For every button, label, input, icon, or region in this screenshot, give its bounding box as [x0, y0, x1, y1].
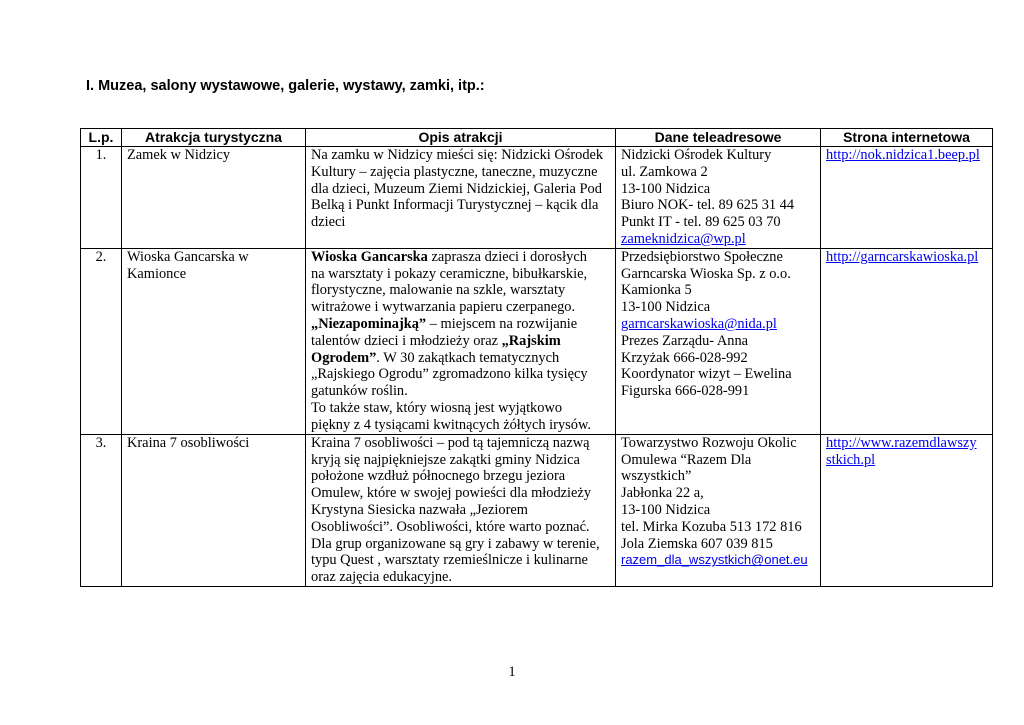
description-line [311, 333, 610, 350]
description-line: Dla grup organizowane są gry i zabawy w terenie, [311, 535, 600, 552]
contact-line: Kamionka 5 [621, 282, 692, 299]
description-line: „Rajskiego Ogrodu” zgromadzono kilka tysięcy [311, 366, 588, 383]
website-cell [821, 434, 993, 586]
website-cell [821, 248, 993, 434]
contact-line: Jabłonka 22 a, [621, 485, 704, 502]
section-heading: I. Muzea, salony wystawowe, galerie, wystawy, zamki, itp.: [86, 78, 485, 94]
description-line: To także staw, który wiosną jest wyjątkowo [311, 399, 563, 416]
contact-line: Biuro NOK- tel. 89 625 31 44 [621, 197, 795, 214]
contact-line: 13-100 Nidzica [621, 501, 711, 518]
contact-line: Koordynator wizyt – Ewelina [621, 366, 792, 383]
table-row [81, 248, 993, 434]
description-line: na warsztaty i pokazy ceramiczne, bibułkarskie, [311, 265, 588, 282]
header-contact: Dane teleadresowe [616, 129, 821, 147]
contact-line: Figurska 666-028-991 [621, 383, 750, 400]
header-attraction: Atrakcja turystyczna [122, 129, 306, 147]
description-line: typu Quest , warsztaty rzemieślnicze i kulinarne [311, 552, 588, 569]
description-line: piękny z 4 tysiącami kwitnących żółtych irysów. [311, 416, 592, 433]
contact-line: Punkt IT - tel. 89 625 03 70 [621, 214, 781, 231]
description-line: Na zamku w Nidzicy mieści się: Nidzicki Ośrodek [311, 147, 604, 163]
description-line: Kultury – zajęcia plastyczne, taneczne, muzyczne [311, 163, 598, 180]
description-line: kryją się najpiękniejsze zakątki gminy Nidzica [311, 451, 580, 468]
table-row [81, 434, 993, 586]
header-website: Strona internetowa [821, 129, 993, 147]
attraction-name-line: Kamionce [127, 265, 187, 282]
description-text: – miejscem na rozwijanie [426, 315, 578, 332]
description-text: . W 30 zakątkach tematycznych [376, 349, 560, 366]
contact-line: ul. Zamkowa 2 [621, 163, 708, 180]
description-cell [306, 434, 616, 586]
contact-line: tel. Mirka Kozuba 513 172 816 [621, 518, 802, 535]
contact-email-link[interactable]: zameknidzica@wp.pl [621, 230, 746, 247]
bold-text: Wioska Gancarska [311, 248, 428, 265]
contact-cell [616, 434, 821, 586]
description-line: Osobliwości”. Osobliwości, które warto poznać. [311, 518, 590, 535]
website-link[interactable]: http://garncarskawioska.pl [826, 248, 979, 265]
description-line: dla dzieci, Muzeum Ziemi Nidzickiej, Galeria Pod [311, 180, 602, 197]
attraction-name: Zamek w Nidzicy [127, 147, 231, 163]
description-line [311, 350, 610, 367]
website-link[interactable]: http://nok.nidzica1.beep.pl [826, 147, 980, 163]
description-cell [306, 147, 616, 249]
contact-line: Prezes Zarządu- Anna [621, 332, 749, 349]
contact-line: wszystkich” [621, 468, 692, 485]
attraction-name-line: Wioska Gancarska w [127, 248, 249, 265]
contact-line: Omulewa “Razem Dla [621, 451, 752, 468]
attraction-cell [122, 248, 306, 434]
description-text: zaprasza dzieci i dorosłych [427, 248, 587, 265]
description-line [311, 249, 610, 266]
page-number: 1 [508, 664, 516, 680]
attraction-cell [122, 434, 306, 586]
description-line: oraz zajęcia edukacyjne. [311, 569, 453, 586]
description-line [311, 316, 610, 333]
attraction-cell [122, 147, 306, 249]
attractions-table [80, 128, 993, 587]
website-link[interactable]: http://www.razemdlawszy [826, 434, 977, 451]
contact-line: Garncarska Wioska Sp. z o.o. [621, 265, 791, 282]
contact-line: 13-100 Nidzica [621, 180, 711, 197]
description-text: talentów dzieci i młodzieży oraz [311, 332, 502, 349]
website-link-continued[interactable]: stkich.pl [826, 451, 876, 468]
contact-cell [616, 248, 821, 434]
description-line: Belką i Punkt Informacji Turystycznej – kącik dla [311, 197, 599, 214]
header-description: Opis atrakcji [306, 129, 616, 147]
website-cell [821, 147, 993, 249]
description-cell [306, 248, 616, 434]
contact-line: Towarzystwo Rozwoju Okolic [621, 434, 797, 451]
contact-line: Jola Ziemska 607 039 815 [621, 535, 773, 552]
contact-email-link[interactable]: garncarskawioska@nida.pl [621, 315, 777, 332]
table-header-row [81, 129, 993, 147]
header-lp: L.p. [81, 129, 122, 147]
description-line: położone wzdłuż północnego brzegu jeziora [311, 468, 566, 485]
table-row [81, 147, 993, 249]
bold-text: „Rajskim [501, 332, 561, 349]
description-line: gatunków roślin. [311, 383, 408, 400]
description-line: florystyczne, malowanie na szkle, warsztaty [311, 282, 566, 299]
bold-text: Ogrodem” [311, 349, 377, 366]
contact-email-link[interactable]: razem_dla_wszystkich@onet.eu [621, 552, 808, 568]
contact-line: Przedsiębiorstwo Społeczne [621, 248, 783, 265]
row-number: 1. [81, 147, 122, 249]
bold-text: „Niezapominajką” [311, 315, 427, 332]
description-line: witrażowe i wytwarzania papieru czerpanego. [311, 299, 576, 316]
description-line: Omulew, które w swojej powieści dla młodzieży [311, 485, 592, 502]
contact-line: 13-100 Nidzica [621, 299, 711, 316]
contact-line: Krzyżak 666-028-992 [621, 349, 748, 366]
contact-line: Nidzicki Ośrodek Kultury [621, 147, 772, 163]
attraction-name: Kraina 7 osobliwości [127, 434, 250, 451]
description-line: Krystyna Siesicka nazwała „Jeziorem [311, 501, 528, 518]
description-line: dzieci [311, 214, 346, 231]
description-line: Kraina 7 osobliwości – pod tą tajemniczą nazwą [311, 434, 590, 451]
row-number: 2. [81, 248, 122, 434]
row-number: 3. [81, 434, 122, 586]
contact-cell [616, 147, 821, 249]
